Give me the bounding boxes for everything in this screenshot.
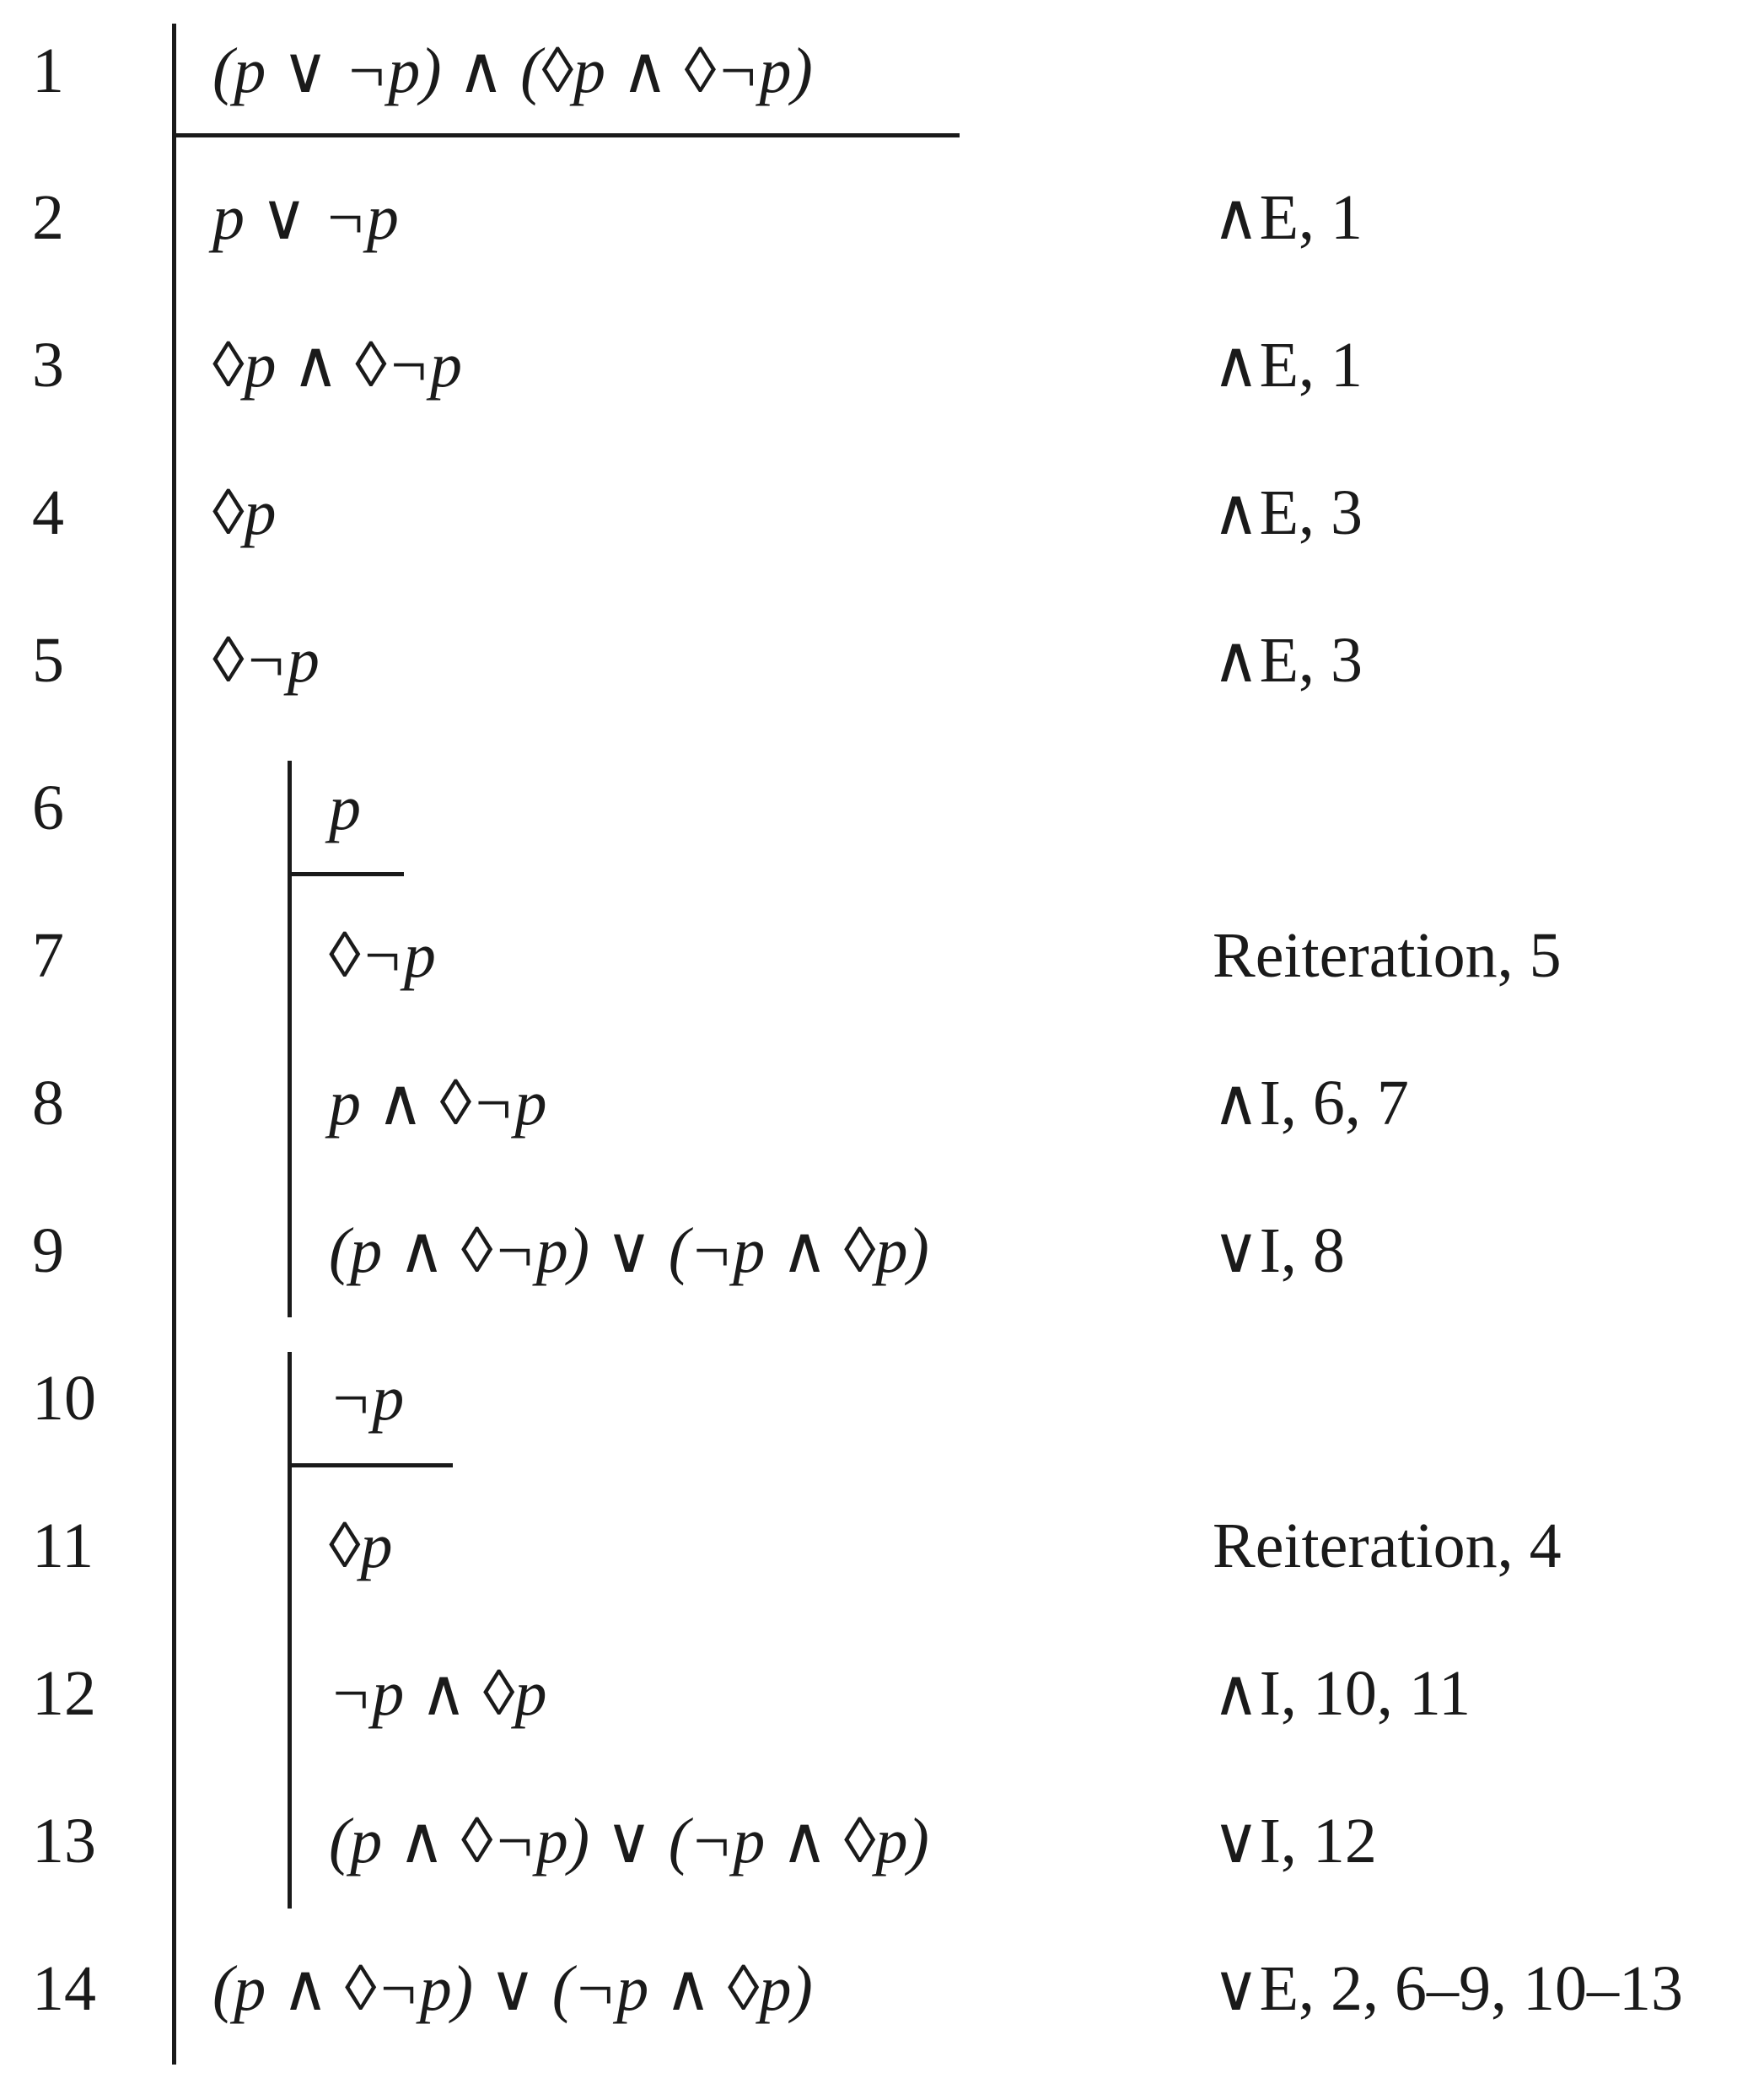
subproof-1-assumption-separator [288, 872, 404, 876]
subproof-1-scope-line [288, 761, 292, 1317]
line-number: 14 [32, 1953, 96, 2024]
line-number: 8 [32, 1068, 64, 1139]
formula: ¬p [329, 1363, 405, 1434]
formula: p ∨ ¬p [212, 182, 399, 253]
formula: ◊¬p [329, 920, 436, 991]
justification: ∧I, 10, 11 [1213, 1658, 1471, 1729]
justification: ∧E, 1 [1213, 182, 1363, 253]
justification: Reiteration, 5 [1213, 920, 1562, 991]
line-number: 12 [32, 1658, 96, 1729]
line-number: 3 [32, 330, 64, 401]
formula: p ∧ ◊¬p [329, 1068, 547, 1139]
line-number: 7 [32, 920, 64, 991]
justification: ∧E, 1 [1213, 330, 1363, 401]
line-number: 6 [32, 773, 64, 843]
formula: (p ∧ ◊¬p) ∨ (¬p ∧ ◊p) [212, 1953, 813, 2024]
justification: ∨E, 2, 6–9, 10–13 [1213, 1953, 1684, 2024]
formula: ◊p [329, 1510, 393, 1581]
formula: (p ∨ ¬p) ∧ (◊p ∧ ◊¬p) [212, 35, 813, 106]
line-number: 13 [32, 1806, 96, 1876]
justification: ∨I, 8 [1213, 1215, 1345, 1286]
line-number: 10 [32, 1363, 96, 1434]
line-number: 2 [32, 182, 64, 253]
formula: ◊¬p [212, 625, 320, 696]
formula: p [329, 773, 361, 843]
line-number: 11 [32, 1510, 94, 1581]
justification: ∧I, 6, 7 [1213, 1068, 1409, 1139]
formula: ¬p ∧ ◊p [329, 1658, 547, 1729]
main-scope-line [172, 24, 176, 2065]
justification: ∧E, 3 [1213, 625, 1363, 696]
line-number: 1 [32, 35, 64, 106]
line-number: 4 [32, 477, 64, 548]
formula: (p ∧ ◊¬p) ∨ (¬p ∧ ◊p) [329, 1806, 929, 1876]
line-number: 5 [32, 625, 64, 696]
subproof-2-scope-line [288, 1352, 292, 1909]
justification: ∧E, 3 [1213, 477, 1363, 548]
formula: ◊p ∧ ◊¬p [212, 330, 463, 401]
formula: (p ∧ ◊¬p) ∨ (¬p ∧ ◊p) [329, 1215, 929, 1286]
justification: Reiteration, 4 [1213, 1510, 1562, 1581]
subproof-2-assumption-separator [288, 1463, 453, 1467]
formula: ◊p [212, 477, 277, 548]
justification: ∨I, 12 [1213, 1806, 1377, 1876]
line-number: 9 [32, 1215, 64, 1286]
premise-separator [172, 133, 960, 137]
